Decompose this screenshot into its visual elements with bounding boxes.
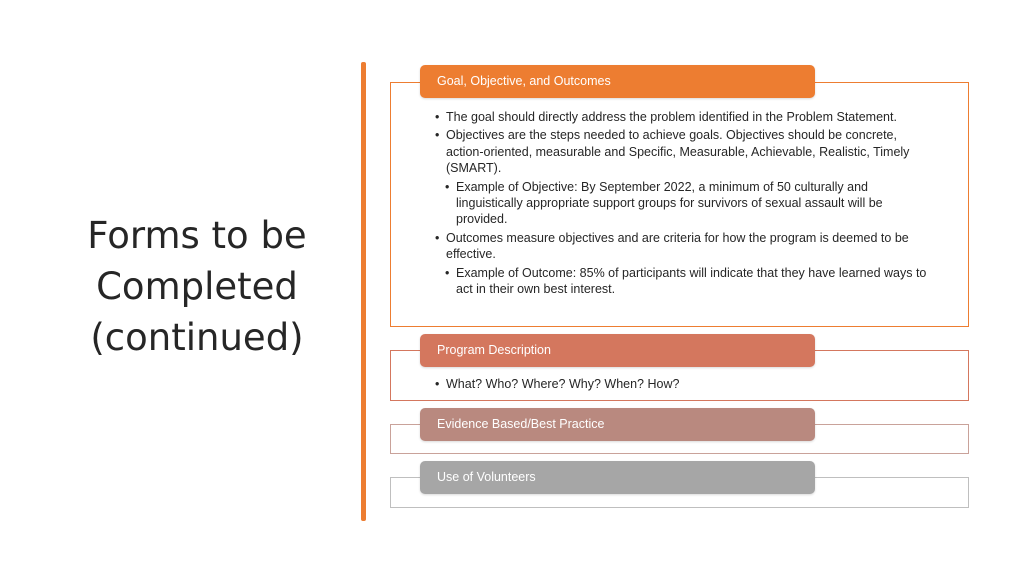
- goal-sub-bullet-outcome-example: • Example of Outcome: 85% of participants will indicate that they have learned ways to act in their own best interest.: [445, 265, 935, 298]
- slide-title: [62, 210, 332, 363]
- program-bullet-1: • What? Who? Where? Why? When? How?: [435, 376, 935, 392]
- slide-title-line-1: Forms to be: [87, 214, 307, 257]
- goal-bullet-list: [435, 109, 935, 299]
- slide-title-line-2: Completed: [96, 265, 298, 308]
- volunteers-section: [390, 461, 971, 509]
- vertical-divider: [361, 62, 366, 521]
- goal-section: [390, 65, 971, 328]
- goal-bullet-1: • The goal should directly address the problem identified in the Problem Statement.: [435, 109, 935, 125]
- evidence-header: Evidence Based/Best Practice: [420, 408, 815, 441]
- program-section: [390, 334, 971, 402]
- slide-title-line-3: (continued): [90, 316, 304, 359]
- goal-header: Goal, Objective, and Outcomes: [420, 65, 815, 98]
- evidence-section: [390, 408, 971, 455]
- program-header: Program Description: [420, 334, 815, 367]
- volunteers-header: Use of Volunteers: [420, 461, 815, 494]
- goal-bullet-2: • Objectives are the steps needed to achieve goals. Objectives should be concrete, action-oriented, measurable and Specific, Measurable, Achievable, Realistic, Timely (SMART).: [435, 127, 935, 176]
- goal-sub-bullet-objective-example: • Example of Objective: By September 2022, a minimum of 50 culturally and linguistically appropriate support groups for survivors of sexual assault will be provided.: [445, 179, 935, 228]
- program-bullet-list: [435, 376, 935, 394]
- goal-bullet-3: • Outcomes measure objectives and are criteria for how the program is deemed to be effective.: [435, 230, 935, 263]
- goal-body-box: [390, 82, 969, 327]
